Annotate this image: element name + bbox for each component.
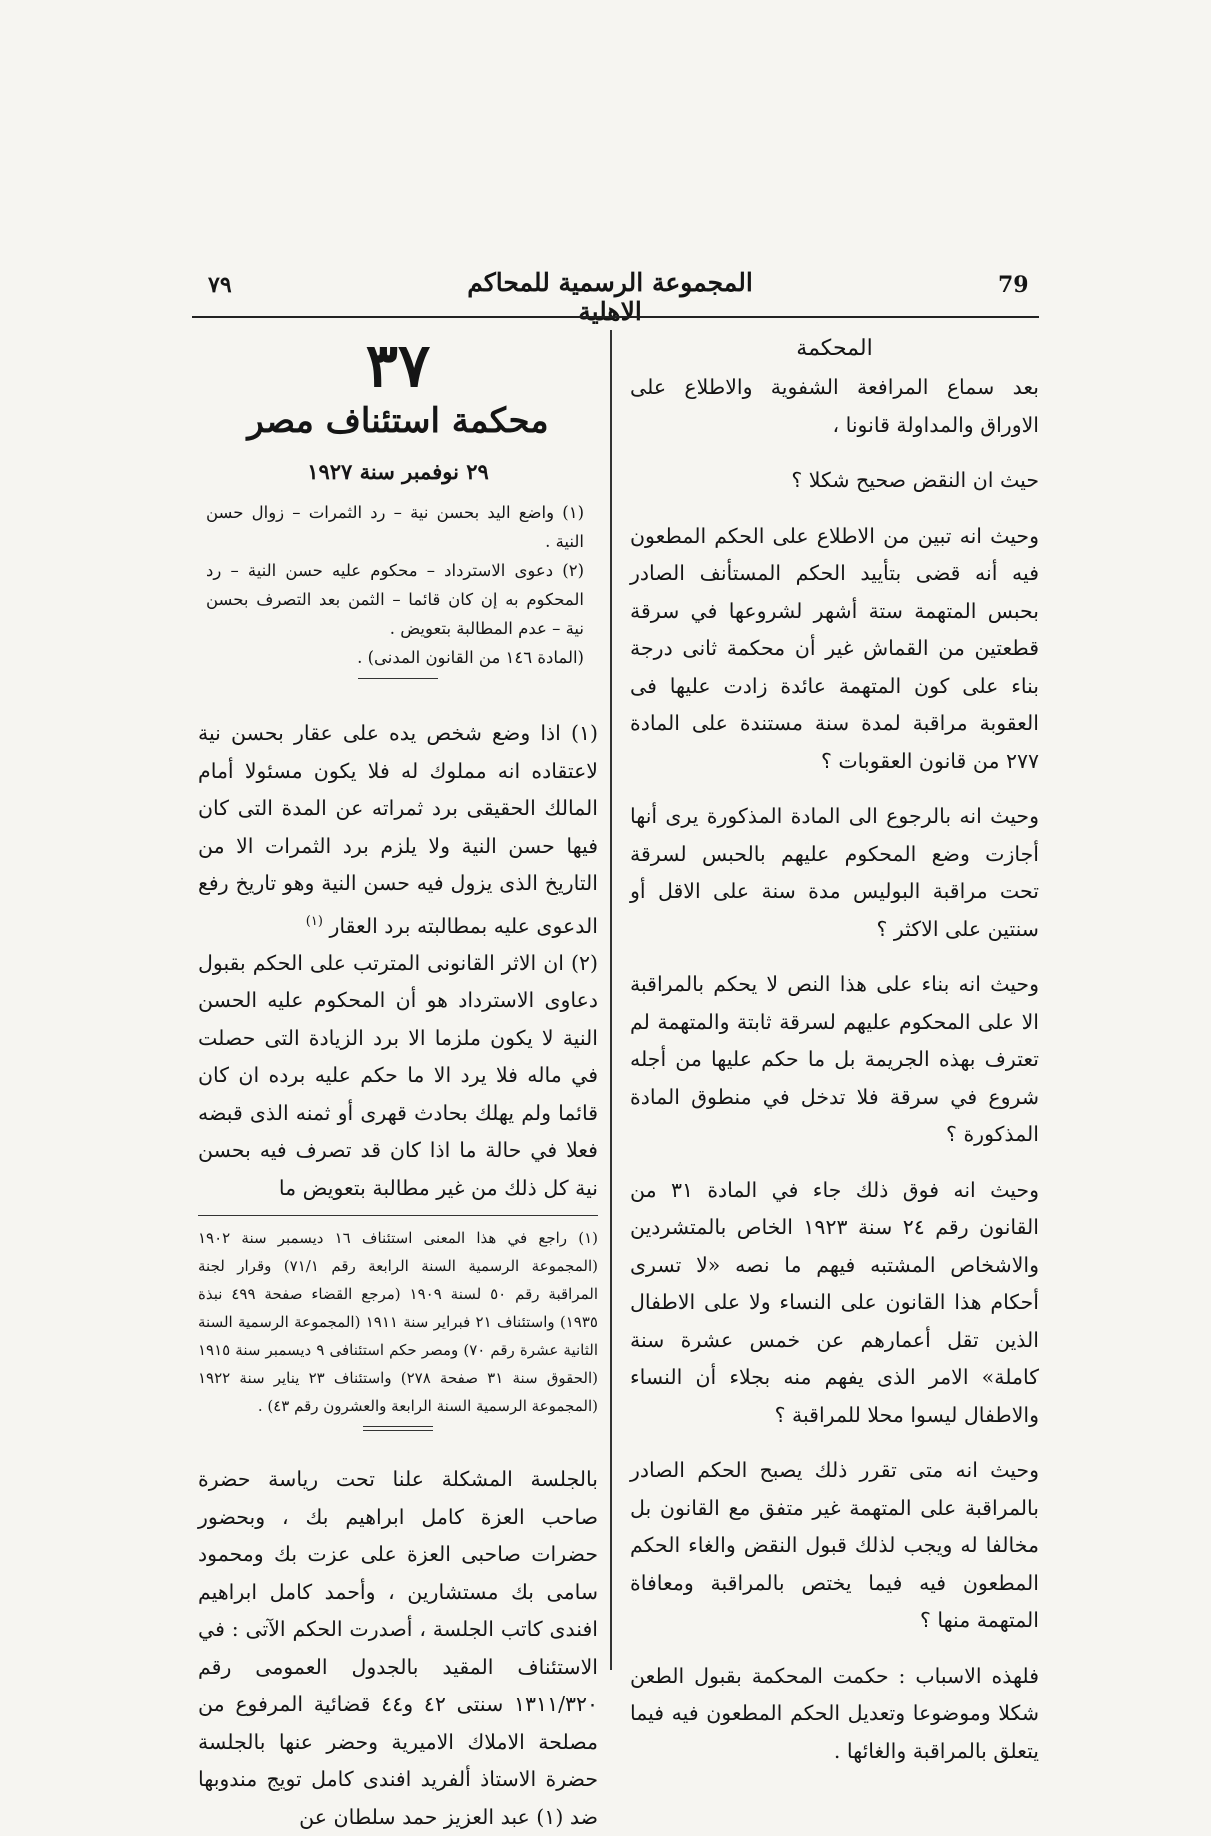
court-name: محكمة استئناف مصر (247, 401, 549, 441)
summary-line: (١) واضع اليد بحسن نية – رد الثمرات – زوال حسن النية . (206, 503, 584, 551)
running-title: المجموعة الرسمية للمحاكم الاهلية (467, 268, 753, 326)
paragraph: فلهذه الاسباب : حكمت المحكمة بقبول الطعن شكلا وموضوعا وتعديل الحكم المطعون فيه فيما يتعلق بالمراقبة والغائها . (630, 1663, 1039, 1763)
judgment-date: ٢٩ نوفمبر سنة ١٩٢٧ (307, 459, 489, 484)
summary-line: (٢) دعوى الاسترداد – محكوم عليه حسن النية – رد المحكوم به إن كان قائما – الثمن بعد التصرف بحسن نية – عدم المطالبة بتعويض . (206, 561, 584, 638)
double-rule (363, 1426, 433, 1431)
paragraph: وحيث انه فوق ذلك جاء في المادة ٣١ من القانون رقم ٢٤ سنة ١٩٢٣ الخاص بالمتشردين والاشخاص المشتبه فيهم ما نصه «لا تسرى أحكام هذا القانون على النساء ولا على الاطفال الذين تقل أعمارهم عن خمس عشرة سنة كاملة» الامر الذى يفهم منه بجلاء أن النساء والاطفال ليسوا محلا للمراقبة ؟ (630, 1177, 1039, 1427)
footnote-separator (198, 1215, 598, 1216)
column-divider (610, 330, 612, 1670)
left-column (198, 331, 599, 1836)
principle-paragraph (198, 715, 598, 945)
paragraph: وحيث انه متى تقرر ذلك يصبح الحكم الصادر بالمراقبة على المتهمة غير متفق مع القانون بل مخالفا له ويجب لذلك قبول النقض والغاء الحكم المطعون فيه فيما يختص بالمراقبة ومعافاة المتهمة منها ؟ (630, 1458, 1039, 1632)
paragraph: حيث ان النقض صحيح شكلا ؟ (791, 468, 1039, 492)
principle-text: (١) اذا وضع شخص يده على عقار بحسن نية لاعتقاده انه مملوك له فلا يكون مسئولا أمام المالك الحقيقى برد ثمراته عن المدة التى كان فيها حسن النية ولا يلزم برد الثمرات الا من التاريخ الذى يزول فيه حسن النية وهو تاريخ رفع الدعوى عليه بمطالبته برد العقار (198, 721, 598, 938)
paragraph: وحيث انه بالرجوع الى المادة المذكورة يرى أنها أجازت وضع المحكوم عليهم بالحبس لسرقة تحت مراقبة البوليس مدة سنة على الاقل أو سنتين على الاكثر ؟ (630, 804, 1039, 941)
summary-line: (المادة ١٤٦ من القانون المدنى) . (357, 648, 584, 667)
footnote: (١) راجع في هذا المعنى استئناف ١٦ ديسمبر سنة ١٩٠٢ (المجموعة الرسمية السنة الرابعة رقم ٧١/١) وقرار لجنة المراقبة رقم ٥٠ لسنة ١٩٠٩ (مرجع القضاء صفحة ٤٩٩ نبذة ١٩٣٥) واستئناف ٢١ فبراير سنة ١٩١١ (المجموعة الرسمية السنة الثانية عشرة رقم ٧٠) ومصر حكم استئنافى ٩ ديسمبر سنة ١٩١٥ (الحقوق سنة ٣١ صفحة ٢٧٨) واستئناف ٢٣ يناير سنة ١٩٢٢ (المجموعة الرسمية السنة الرابعة والعشرون رقم ٤٣) . (198, 1229, 599, 1416)
principle-paragraph: (٢) ان الاثر القانونى المترتب على الحكم بقبول دعاوى الاسترداد هو أن المحكوم عليه الحسن النية لا يكون ملزما الا برد الزيادة التى حصلت في ماله فلا يرد الا ما حكم عليه برده ان كان قائما ولم يهلك بحادث قهرى أو ثمنه الذى قبضه فعلا في حالة ما اذا كان قد تصرف فيه بحسن نية كل ذلك من غير مطالبة بتعويض ما (198, 950, 598, 1200)
paragraph: وحيث انه بناء على هذا النص لا يحكم بالمراقبة الا على المحكوم عليهم لسرقة ثابتة والمتهمة لم تعترف بهذه الجريمة بل ما حكم عليها من أجله شروع في سرقة فلا تدخل في منطوق المادة المذكورة ؟ (630, 972, 1039, 1146)
footnote-marker: (١) (305, 913, 323, 929)
proceedings-paragraph: بالجلسة المشكلة علنا تحت رياسة حضرة صاحب العزة كامل ابراهيم بك ، وبحضور حضرات صاحبى العزة على عزت بك ومحمود سامى بك مستشارين ، وأحمد كامل ابراهيم افندى كاتب الجلسة ، أصدرت الحكم الآتى : في الاستئناف المقيد بالجدول العمومى رقم ١٣١١/٣٢٠ سنتى ٤٢ و٤٤ قضائية المرفوع من مصلحة الاملاك الاميرية وحضر عنها بالجلسة حضرة الاستاذ ألفريد افندى كامل تويج مندوبها ضد (١) عبد العزيز حمد سلطان عن (198, 1467, 599, 1829)
paragraph: وحيث انه تبين من الاطلاع على الحكم المطعون فيه أنه قضى بتأييد الحكم المستأنف الصادر بحبس المتهمة ستة أشهر لشروعها في سرقة قطعتين من القماش غير أن محكمة ثانى درجة بناء على كون المتهمة عائدة زادت عليها فى العقوبة مراقبة لمدة سنة مستندة على المادة ٢٧٧ من قانون العقوبات ؟ (630, 523, 1039, 773)
header-rule (192, 316, 1039, 318)
section-title: المحكمة (796, 336, 873, 361)
right-column (630, 336, 1039, 1788)
page-number-latin: 79 (998, 272, 1029, 298)
page-number-arabic: ٧٩ (208, 272, 232, 298)
summary-rule (358, 678, 438, 679)
paragraph: بعد سماع المرافعة الشفوية والاطلاع على الاوراق والمداولة قانونا ، (630, 375, 1039, 437)
case-number: ٣٧ (365, 331, 431, 401)
